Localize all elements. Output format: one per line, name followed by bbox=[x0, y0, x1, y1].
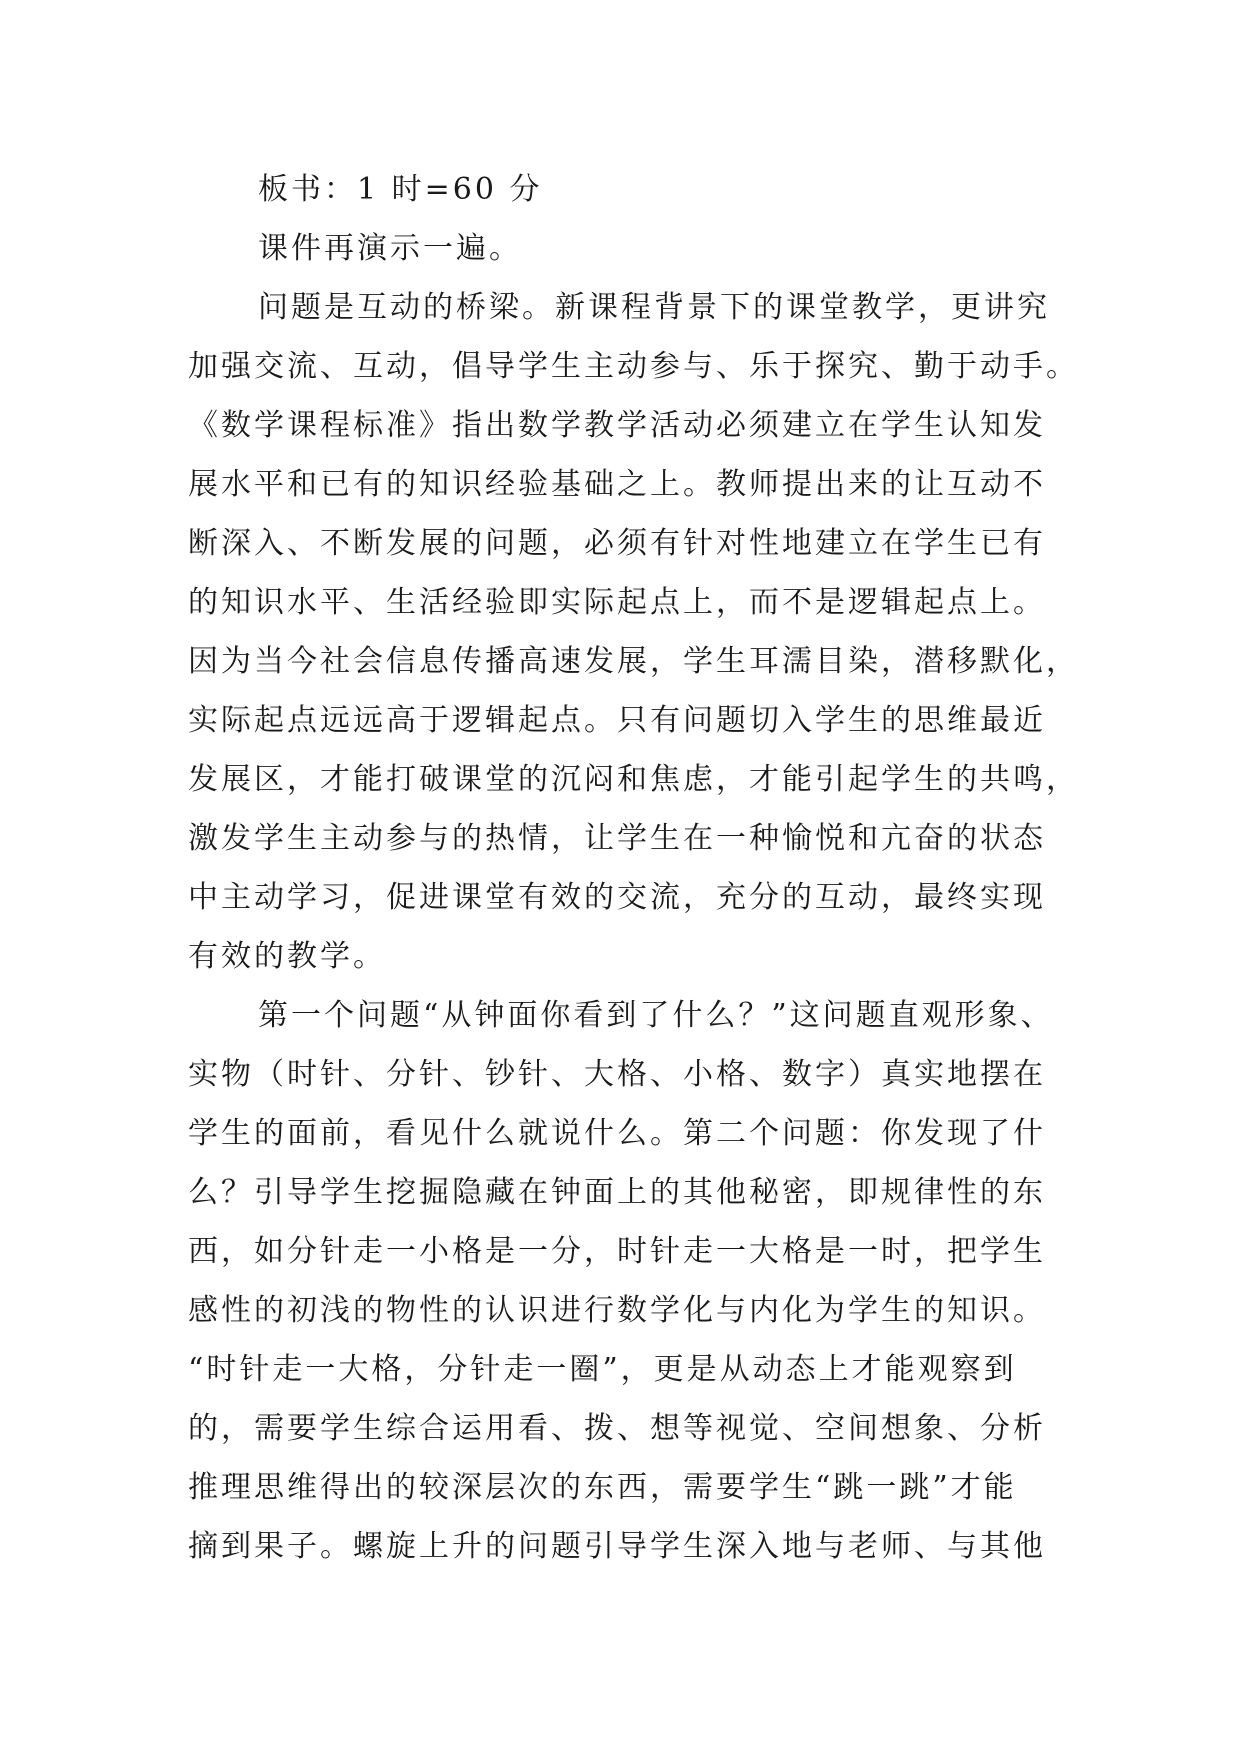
text-line: “时针走一大格，分针走一圈”，更是从动态上才能观察到 bbox=[188, 1352, 1017, 1387]
text-line: 断深入、不断发展的问题，必须有针对性地建立在学生已有 bbox=[188, 526, 1046, 561]
text-line: 么？引导学生挖掘隐藏在钟面上的其他秘密，即规律性的东 bbox=[188, 1175, 1046, 1210]
body-text bbox=[188, 160, 1079, 1576]
paragraph-start: 问题是互动的桥梁。新课程背景下的课堂教学，更讲究 bbox=[258, 290, 1050, 325]
text-line: 西，如分针走一小格是一分，时针走一大格是一时，把学生 bbox=[188, 1234, 1046, 1269]
text-line: 的知识水平、生活经验即实际起点上，而不是逻辑起点上。 bbox=[188, 585, 1046, 620]
text-line: 中主动学习，促进课堂有效的交流，充分的互动，最终实现 bbox=[188, 880, 1046, 915]
paragraph-start: 第一个问题“从钟面你看到了什么？”这问题直观形象、 bbox=[258, 998, 1054, 1033]
text-line: 加强交流、互动，倡导学生主动参与、乐于探究、勤于动手。 bbox=[188, 349, 1079, 384]
text-line: 推理思维得出的较深层次的东西，需要学生“跳一跳”才能 bbox=[188, 1470, 1017, 1505]
text-line: 感性的初浅的物性的认识进行数学化与内化为学生的知识。 bbox=[188, 1293, 1046, 1328]
text-line: 因为当今社会信息传播高速发展，学生耳濡目染，潜移默化， bbox=[188, 644, 1079, 679]
text-line: 激发学生主动参与的热情，让学生在一种愉悦和亢奋的状态 bbox=[188, 821, 1046, 856]
text-line-board-note: 板书：1 时=60 分 bbox=[258, 172, 543, 207]
text-line: 实物（时针、分针、钞针、大格、小格、数字）真实地摆在 bbox=[188, 1057, 1046, 1092]
text-line: 摘到果子。螺旋上升的问题引导学生深入地与老师、与其他 bbox=[188, 1529, 1046, 1564]
text-line: 《数学课程标准》指出数学教学活动必须建立在学生认知发 bbox=[188, 408, 1046, 443]
text-line: 的，需要学生综合运用看、拨、想等视觉、空间想象、分析 bbox=[188, 1411, 1046, 1446]
text-line: 有效的教学。 bbox=[188, 939, 386, 974]
text-line: 学生的面前，看见什么就说什么。第二个问题：你发现了什 bbox=[188, 1116, 1046, 1151]
text-line: 课件再演示一遍。 bbox=[258, 231, 522, 266]
text-line: 实际起点远远高于逻辑起点。只有问题切入学生的思维最近 bbox=[188, 703, 1046, 738]
text-line: 发展区，才能打破课堂的沉闷和焦虑，才能引起学生的共鸣， bbox=[188, 762, 1079, 797]
text-line: 展水平和已有的知识经验基础之上。教师提出来的让互动不 bbox=[188, 467, 1046, 502]
